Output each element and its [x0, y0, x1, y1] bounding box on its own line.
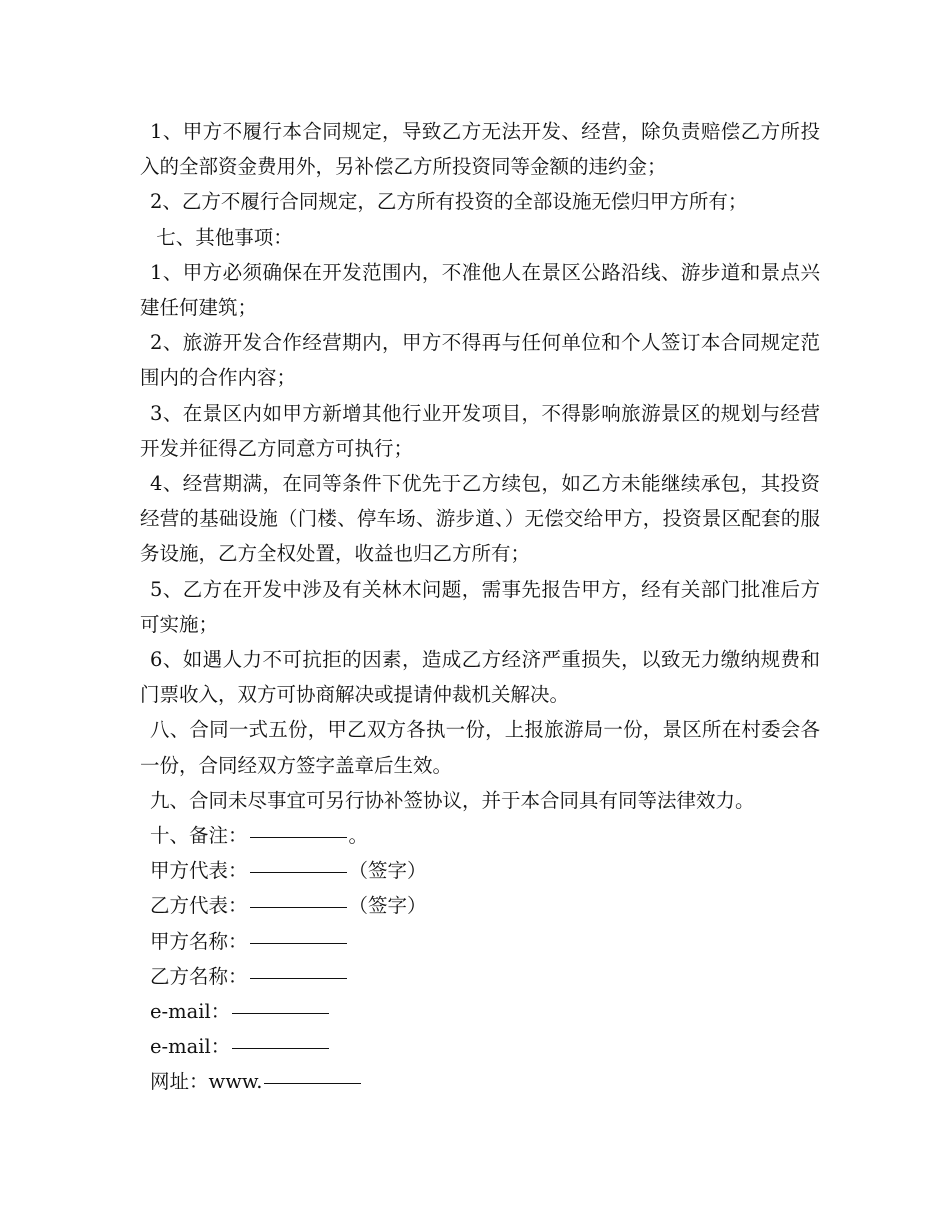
- website-blank[interactable]: [264, 1082, 361, 1084]
- email-field-2: [140, 1029, 820, 1064]
- party-a-rep-field: [140, 853, 820, 888]
- party-b-rep-label: 乙方代表：: [150, 894, 248, 918]
- email-label-2: e-mail：: [150, 1035, 231, 1059]
- remarks-field: [140, 818, 820, 853]
- party-b-name-blank[interactable]: [250, 977, 347, 979]
- section-heading: 七、其他事项：: [150, 225, 293, 249]
- email-field-1: [140, 994, 820, 1029]
- party-b-rep-field: [140, 888, 820, 923]
- clause-paragraph: 4、经营期满，在同等条件下优先于乙方续包，如乙方未能继续承包，其投资经营的基础设施（门楼、停车场、游步道、）无偿交给甲方，投资景区配套的服务设施，乙方全权处置，收益也归乙方所有；: [140, 472, 820, 566]
- remarks-suffix: 。: [348, 824, 369, 848]
- clause-paragraph: 八、合同一式五份，甲乙双方各执一份，上报旅游局一份，景区所在村委会各一份，合同经双方签字盖章后生效。: [140, 718, 820, 777]
- clause-paragraph: 6、如遇人力不可抗拒的因素，造成乙方经济严重损失，以致无力缴纳规费和门票收入，双方可协商解决或提请仲裁机关解决。: [140, 648, 820, 707]
- party-b-rep-suffix: （签字）: [348, 894, 427, 918]
- party-a-name-label: 甲方名称：: [150, 929, 248, 953]
- clause-paragraph: 九、合同未尽事宜可另行协补签协议，并于本合同具有同等法律效力。: [150, 788, 755, 812]
- email-blank-1[interactable]: [232, 1012, 329, 1014]
- remarks-label: 十、备注：: [150, 824, 248, 848]
- clause-paragraph: 1、甲方必须确保在开发范围内，不准他人在景区公路沿线、游步道和景点兴建任何建筑；: [140, 260, 820, 320]
- website-label: 网址：www.: [150, 1070, 263, 1094]
- clause-paragraph: 3、在景区内如甲方新增其他行业开发项目，不得影响旅游景区的规划与经营开发并征得乙方同意方可执行；: [140, 401, 820, 460]
- document-page: [140, 114, 820, 1100]
- remarks-blank[interactable]: [250, 836, 347, 838]
- clause-paragraph: 2、旅游开发合作经营期内，甲方不得再与任何单位和个人签订本合同规定范围内的合作内容；: [140, 331, 820, 390]
- website-field: [140, 1064, 820, 1099]
- clause-paragraph: 5、乙方在开发中涉及有关林木问题，需事先报告甲方，经有关部门批准后方可实施；: [140, 577, 820, 636]
- email-blank-2[interactable]: [232, 1047, 329, 1049]
- party-b-name-label: 乙方名称：: [150, 964, 248, 988]
- party-a-name-blank[interactable]: [250, 942, 347, 944]
- party-a-rep-blank[interactable]: [250, 871, 347, 873]
- party-a-name-field: [140, 924, 820, 959]
- party-b-name-field: [140, 959, 820, 994]
- email-label-1: e-mail：: [150, 1000, 231, 1024]
- party-a-rep-label: 甲方代表：: [150, 859, 248, 883]
- clause-paragraph: 1、甲方不履行本合同规定，导致乙方无法开发、经营，除负责赔偿乙方所投入的全部资金费用外，另补偿乙方所投资同等金额的违约金；: [140, 120, 820, 179]
- clause-paragraph: 2、乙方不履行合同规定，乙方所有投资的全部设施无偿归甲方所有；: [150, 190, 748, 214]
- party-b-rep-blank[interactable]: [250, 906, 347, 908]
- party-a-rep-suffix: （签字）: [348, 859, 427, 883]
